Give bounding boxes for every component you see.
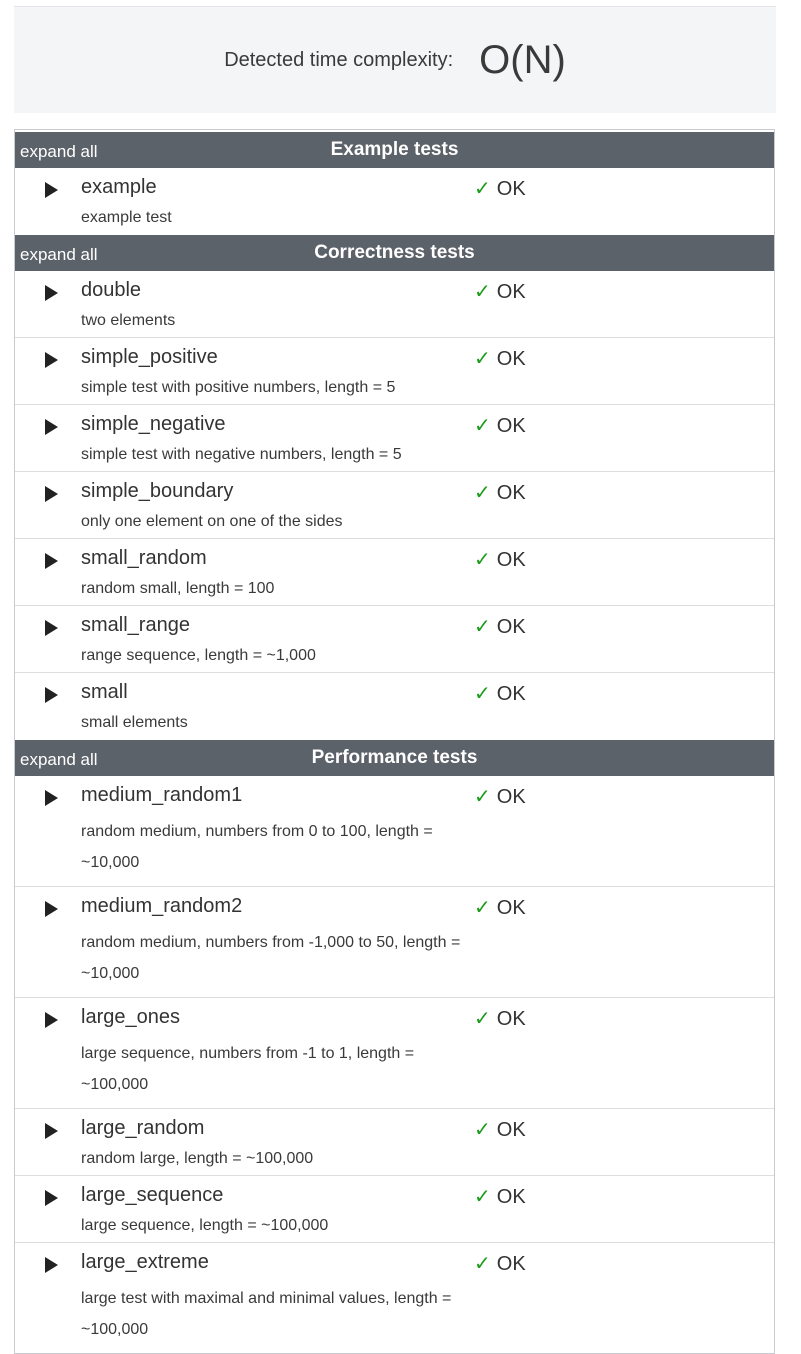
expand-triangle-icon[interactable] xyxy=(45,687,58,703)
expand-triangle-icon[interactable] xyxy=(45,486,58,502)
test-status xyxy=(474,1117,526,1142)
test-description: example test xyxy=(81,209,172,226)
test-description: large test with maximal and minimal values, length = ~100,000 xyxy=(81,1290,452,1338)
expand-triangle-icon[interactable] xyxy=(45,182,58,198)
test-name: small xyxy=(81,681,128,703)
test-status xyxy=(474,1251,526,1276)
expand-triangle-icon[interactable] xyxy=(45,790,58,806)
test-description: random large, length = ~100,000 xyxy=(81,1150,314,1167)
check-icon: ✓ xyxy=(474,415,491,437)
expand-triangle-icon[interactable] xyxy=(45,901,58,917)
test-description: random medium, numbers from -1,000 to 50, length = ~10,000 xyxy=(81,934,461,982)
test-status xyxy=(474,346,526,371)
test-row xyxy=(15,606,774,673)
test-status xyxy=(474,547,526,572)
test-row xyxy=(15,887,774,998)
section-header xyxy=(15,130,774,168)
test-status xyxy=(474,279,526,304)
test-description: two elements xyxy=(81,312,176,329)
expand-triangle-icon[interactable] xyxy=(45,352,58,368)
expand-all-link[interactable]: expand all xyxy=(20,142,98,161)
test-row xyxy=(15,338,774,405)
status-text: OK xyxy=(496,415,526,437)
test-description: simple test with negative numbers, length = 5 xyxy=(81,446,402,463)
test-name: medium_random2 xyxy=(81,895,243,917)
test-status xyxy=(474,1184,526,1209)
test-row xyxy=(15,998,774,1109)
test-status xyxy=(474,681,526,706)
test-results-table xyxy=(14,129,775,1354)
status-text: OK xyxy=(496,281,526,303)
status-text: OK xyxy=(496,549,526,571)
expand-triangle-icon[interactable] xyxy=(45,1012,58,1028)
complexity-label: Detected time complexity: xyxy=(224,48,454,71)
test-description: small elements xyxy=(81,714,188,731)
expand-all-link[interactable]: expand all xyxy=(20,750,98,769)
test-name: large_sequence xyxy=(81,1184,224,1206)
test-name: example xyxy=(81,176,157,198)
status-text: OK xyxy=(496,683,526,705)
test-status xyxy=(474,614,526,639)
check-icon: ✓ xyxy=(474,549,491,571)
section-header xyxy=(15,234,774,271)
test-description: random small, length = 100 xyxy=(81,580,275,597)
test-name: large_random xyxy=(81,1117,205,1139)
test-row xyxy=(15,168,774,234)
test-status xyxy=(474,480,526,505)
check-icon: ✓ xyxy=(474,1186,491,1208)
check-icon: ✓ xyxy=(474,1008,491,1030)
test-name: simple_negative xyxy=(81,413,226,435)
test-status xyxy=(474,1006,526,1031)
expand-triangle-icon[interactable] xyxy=(45,1190,58,1206)
check-icon: ✓ xyxy=(474,1253,491,1275)
test-description: random medium, numbers from 0 to 100, length = ~10,000 xyxy=(81,823,433,871)
expand-triangle-icon[interactable] xyxy=(45,419,58,435)
test-name: simple_boundary xyxy=(81,480,234,502)
test-name: medium_random1 xyxy=(81,784,243,806)
test-description: large sequence, numbers from -1 to 1, length = ~100,000 xyxy=(81,1045,415,1093)
complexity-value: O(N) xyxy=(479,37,566,82)
test-description: large sequence, length = ~100,000 xyxy=(81,1217,329,1234)
expand-triangle-icon[interactable] xyxy=(45,1123,58,1139)
expand-triangle-icon[interactable] xyxy=(45,285,58,301)
test-name: large_extreme xyxy=(81,1251,209,1273)
status-text: OK xyxy=(496,1186,526,1208)
status-text: OK xyxy=(496,348,526,370)
expand-all-link[interactable]: expand all xyxy=(20,245,98,264)
status-text: OK xyxy=(496,897,526,919)
check-icon: ✓ xyxy=(474,1119,491,1141)
test-description: range sequence, length = ~1,000 xyxy=(81,647,316,664)
test-row xyxy=(15,271,774,338)
test-row xyxy=(15,776,774,887)
expand-triangle-icon[interactable] xyxy=(45,553,58,569)
section-title: Example tests xyxy=(330,139,459,160)
section-title: Performance tests xyxy=(311,747,478,768)
status-text: OK xyxy=(496,482,526,504)
test-status xyxy=(474,784,526,809)
section-header xyxy=(15,739,774,776)
test-description: simple test with positive numbers, length = 5 xyxy=(81,379,396,396)
test-name: simple_positive xyxy=(81,346,218,368)
section-title: Correctness tests xyxy=(314,242,475,263)
complexity-summary xyxy=(14,6,776,113)
test-row xyxy=(15,1176,774,1243)
check-icon: ✓ xyxy=(474,897,491,919)
check-icon: ✓ xyxy=(474,281,491,303)
test-row xyxy=(15,405,774,472)
status-text: OK xyxy=(496,1119,526,1141)
test-row xyxy=(15,1243,774,1353)
status-text: OK xyxy=(496,786,526,808)
test-name: small_random xyxy=(81,547,207,569)
test-description: only one element on one of the sides xyxy=(81,513,343,530)
test-status xyxy=(474,413,526,438)
test-name: large_ones xyxy=(81,1006,180,1028)
test-row xyxy=(15,673,774,739)
test-row xyxy=(15,1109,774,1176)
check-icon: ✓ xyxy=(474,482,491,504)
status-text: OK xyxy=(496,178,526,200)
status-text: OK xyxy=(496,1253,526,1275)
check-icon: ✓ xyxy=(474,683,491,705)
test-status xyxy=(474,895,526,920)
expand-triangle-icon[interactable] xyxy=(45,1257,58,1273)
test-status xyxy=(474,176,526,201)
check-icon: ✓ xyxy=(474,348,491,370)
check-icon: ✓ xyxy=(474,178,491,200)
status-text: OK xyxy=(496,616,526,638)
test-name: small_range xyxy=(81,614,190,636)
test-name: double xyxy=(81,279,142,301)
expand-triangle-icon[interactable] xyxy=(45,620,58,636)
test-row xyxy=(15,472,774,539)
test-row xyxy=(15,539,774,606)
check-icon: ✓ xyxy=(474,786,491,808)
status-text: OK xyxy=(496,1008,526,1030)
check-icon: ✓ xyxy=(474,616,491,638)
